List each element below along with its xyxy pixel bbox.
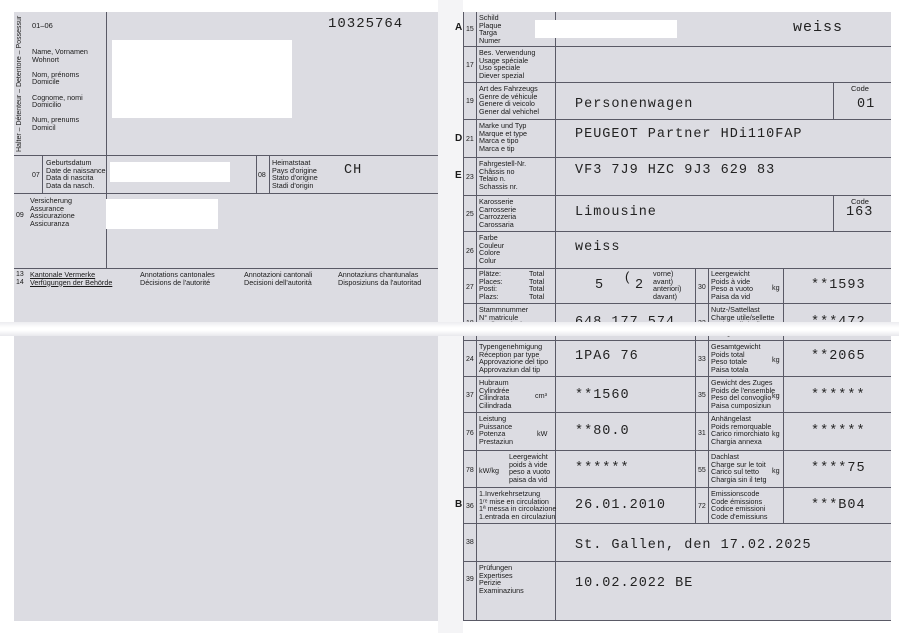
cantonal-notes-fr: Annotations cantonales Décisions de l'autorité: [140, 270, 215, 287]
kg-unit: kg: [772, 355, 780, 364]
insurance-label: Versicherung Assurance Assicurazione Assicuranza: [30, 196, 75, 228]
plate-value: weiss: [793, 19, 844, 36]
field-36-number: 36: [466, 503, 474, 510]
column-divider: [783, 268, 784, 523]
row-divider: [14, 193, 438, 194]
field-15-number: 15: [466, 26, 474, 33]
field-30-number: 30: [698, 284, 706, 291]
roof-load-value: ****75: [811, 461, 866, 476]
seats-label: Plätze: Places: Posti: Plazs:: [479, 269, 503, 301]
code-box-divider: [833, 195, 834, 231]
column-divider: [476, 12, 477, 621]
field-78-number: 78: [466, 467, 474, 474]
plate-label: Schild Plaque Targa Numer: [479, 13, 502, 45]
make-type-label: Marke und Typ Marque et type Marca e tipo Marca e tip: [479, 121, 527, 153]
front-seats-value: 2: [635, 278, 645, 293]
power-weight-unit: kW/kg: [479, 466, 499, 475]
emission-code-label: Emissionscode Code émissions Codice emissioni Code d'emissiuns: [711, 489, 768, 521]
kw-unit: kW: [537, 429, 548, 438]
page-edge: [463, 12, 464, 621]
type-approval-value: 1PA6 76: [575, 349, 639, 364]
kg-unit: kg: [772, 429, 780, 438]
row-divider: [463, 487, 891, 488]
page-gutter: [438, 0, 463, 633]
row-divider: [463, 82, 891, 83]
home-country-label: Heimatstaat Pays d'origine Stato d'origine Stadi d'origin: [272, 158, 318, 190]
row-divider: [463, 412, 891, 413]
field-07-number: 07: [32, 172, 40, 179]
inspection-value: 10.02.2022 BE: [575, 576, 694, 591]
body-label: Karosserie Carrosserie Carrozzeria Carossaria: [479, 197, 517, 229]
field-72-number: 72: [698, 503, 706, 510]
field-76-number: 76: [466, 430, 474, 437]
row-divider: [14, 155, 438, 156]
holder-side-label: Halter – Détenteur – Detentore – Possessur: [16, 15, 23, 152]
birth-date-label: Geburtsdatum Date de naissance Data di nascita Data da nasch.: [46, 158, 106, 190]
kg-unit: kg: [772, 466, 780, 475]
total-weight-label: Gesamtgewicht Poids total Peso totale Paisa totala: [711, 342, 761, 374]
row-divider: [463, 620, 891, 621]
row-divider: [463, 376, 891, 377]
field-35-number: 35: [698, 392, 706, 399]
kg-unit: kg: [772, 391, 780, 400]
column-divider: [106, 12, 107, 268]
field-27-number: 27: [466, 284, 474, 291]
field-08-number: 08: [258, 172, 266, 179]
section-letter-e: E: [455, 170, 462, 181]
column-divider: [269, 155, 270, 193]
row-divider: [463, 268, 891, 269]
field-31-number: 31: [698, 430, 706, 437]
section-letter-b: B: [455, 499, 463, 510]
kg-unit: kg: [772, 283, 780, 292]
seats-total-label: Total Total Total Total: [529, 269, 545, 301]
field-23-number: 23: [466, 174, 474, 181]
row-divider: [463, 195, 891, 196]
power-weight-label: Leergewicht poids à vide peso a vuoto paisa da vid: [509, 452, 551, 484]
document-number: 10325764: [328, 16, 404, 32]
special-use-label: Bes. Verwendung Usage spéciale Uso speciale Diever spezial: [479, 48, 536, 80]
field-25-number: 25: [466, 211, 474, 218]
code-label: Code: [851, 84, 869, 93]
payload-label: Nutz-/Sattellast Charge utile/sellette: [711, 305, 775, 322]
field-24-number: 24: [466, 356, 474, 363]
master-number-label: Stammnummer N° matricule: [479, 305, 529, 322]
emission-code-value: ***B04: [811, 498, 866, 513]
vehicle-kind-value: Personenwagen: [575, 97, 694, 112]
chassis-value: VF3 7J9 HZC 9J3 629 83: [575, 163, 776, 178]
total-weight-value: **2065: [811, 349, 866, 364]
column-divider: [555, 12, 556, 621]
code-box-divider: [833, 82, 834, 119]
body-code: 163: [846, 205, 874, 220]
holder-name-redaction: [112, 40, 292, 118]
field-38-number: 38: [466, 539, 474, 546]
first-registration-value: 26.01.2010: [575, 498, 667, 513]
vehicle-kind-code: 01: [857, 97, 876, 112]
displacement-label: Hubraum Cylindrée Cilindrata Cilindrada: [479, 378, 512, 410]
column-divider: [695, 268, 696, 523]
color-label: Farbe Couleur Colore Colur: [479, 233, 505, 265]
left-page: [14, 12, 438, 621]
scan-fold-line: [0, 322, 899, 336]
field-26-number: 26: [466, 248, 474, 255]
train-weight-label: Gewicht des Zuges Poids de l'ensemble Peso del convoglio Paisa cumposiziun: [711, 378, 776, 410]
column-divider: [256, 155, 257, 193]
power-label: Leistung Puissance Potenza Prestaziun: [479, 414, 513, 446]
field-33-number: 33: [698, 356, 706, 363]
row-divider: [463, 523, 891, 524]
empty-weight-value: **1593: [811, 278, 866, 293]
row-divider: [14, 268, 438, 269]
train-weight-value: ******: [811, 388, 866, 403]
field-14-number: 14: [16, 279, 24, 286]
first-registration-label: 1.Inverkehrsetzung 1ʳᵉ mise en circulation 1ª messa in circolazione 1.entrada en circulaziun: [479, 489, 557, 521]
field-21-number: 21: [466, 136, 474, 143]
code-label: Code: [851, 197, 869, 206]
row-divider: [463, 46, 891, 47]
column-divider: [708, 268, 709, 523]
power-value: **80.0: [575, 424, 630, 439]
power-weight-value: ******: [575, 461, 630, 476]
cantonal-notes-de: Kantonale Vermerke Verfügungen der Behörde: [30, 270, 113, 287]
field-55-number: 55: [698, 467, 706, 474]
row-divider: [463, 340, 891, 341]
form-series: 01–06: [32, 21, 53, 30]
row-divider: [463, 231, 891, 232]
color-value: weiss: [575, 240, 621, 255]
make-type-value: PEUGEOT Partner HDi110FAP: [575, 127, 803, 142]
towing-weight-value: ******: [811, 424, 866, 439]
cm3-unit: cm³: [535, 391, 547, 400]
vehicle-kind-label: Art des Fahrzeugs Genre de véhicule Genere di veicolo Gener dal vehichel: [479, 84, 539, 116]
chassis-label: Fahrgestell-Nr. Châssis no Telaio n. Schassis nr.: [479, 159, 527, 191]
row-divider: [463, 561, 891, 562]
empty-weight-label: Leergewicht Poids à vide Peso a vuoto Paisa da vid: [711, 269, 753, 301]
type-approval-label: Typengenehmigung Réception par type Approvazione del tipo Approvaziun dal tip: [479, 342, 549, 374]
field-39-number: 39: [466, 576, 474, 583]
issue-place-date: St. Gallen, den 17.02.2025: [575, 538, 812, 553]
birth-date-redaction: [110, 162, 230, 182]
field-09-number: 09: [16, 212, 24, 219]
home-country-value: CH: [344, 163, 363, 178]
plate-redaction: [535, 20, 677, 38]
inspection-label: Prüfungen Expertises Perizie Examinaziuns: [479, 563, 524, 595]
field-13-number: 13: [16, 271, 24, 278]
field-17-number: 17: [466, 62, 474, 69]
displacement-value: **1560: [575, 388, 630, 403]
row-divider: [463, 119, 891, 120]
towing-weight-label: Anhängelast Poids remorquable Carico rimorchiato Chargia annexa: [711, 414, 772, 446]
field-19-number: 19: [466, 98, 474, 105]
cantonal-notes-rm: Annotaziuns chantunalas Disposiziuns da l'autoritad: [338, 270, 422, 287]
front-seats-label: vorne) avant) anteriori) davant): [653, 269, 682, 301]
column-divider: [42, 155, 43, 193]
row-divider: [463, 157, 891, 158]
right-page: A D E B 15 Schild Plaque Targa Numer weiss 17 Bes. Verwendung Usage spéciale Uso speciale Diever spezial 19 Art des Fahrzeugs Genre de véhicule Genere di veicolo Gener dal vehichel Personenwagen Code 01 21 Marke und Typ Marque et type Marca e tipo Marca e tip PEUGEOT Partner HDi110FAP 23 Fahrgestell-Nr. Châssis no Telaio n. Schassis nr. VF3 7J9 HZC 9J3 629 83 25 Karosserie Carrosserie Carrozzeria Carossaria Limousine Code 163 26 Farbe Couleur Colore Colur weiss 27 Plätze: Places: Posti: Plazs: Total Total Total Total 5 ( 2 vorne) avant) anteriori) davant) 30 Leergewicht Poids à vide Peso a vuoto Paisa da vid kg **1593 Stammnummer N° matricule Nutz-/Sattellast Charge utile/sellette 24 Typengenehmigung Réception par type Approvazione del tipo Approvaziun dal tip 1PA6 76 33 Gesamtgewicht Poids total Peso totale Paisa totala kg **2065 37 Hubraum Cylindrée Cilindrata Cilindrada cm³ **1560 35 Gewicht des Zuges Poids de l'ensemble Peso del convoglio Paisa cumposiziun kg ****** 76 Leistung Puissance Potenza Prestaziun kW **80.0 31 Anhängelast Poids remorquable Carico rimorchiato Chargia annexa kg ****** 78 kW/kg Leergewicht poids à vide peso a vuoto paisa da vid ****** 55 Dachlast Charge sur le toit Carico sul tetto Chargia sin il tetg kg ****75 36 1.Inverkehrsetzung 1ʳᵉ mise en circulation 1ª messa in circolazione 1.entrada en circulaziun 26.01.2010 72 Emissionscode Code émissions Codice emissioni Code d'emissiuns ***B04 38 St. Gallen, den 17.02.2025 39 Prüfungen Expertises Perizie Examinaziuns 10.02.2022 BE: [463, 12, 891, 621]
roof-load-label: Dachlast Charge sur le toit Carico sul tetto Chargia sin il tetg: [711, 452, 767, 484]
row-divider: [463, 303, 891, 304]
cantonal-notes-it: Annotazioni cantonali Decisioni dell'autorità: [244, 270, 313, 287]
insurance-redaction: [106, 199, 218, 229]
seats-value: 5: [595, 278, 605, 293]
section-letter-d: D: [455, 133, 463, 144]
field-37-number: 37: [466, 392, 474, 399]
holder-name-labels: Name, Vornamen Wohnort Nom, prénoms Domicile Cognome, nomi Domicilio Num, prenums Domicil: [32, 47, 88, 132]
body-value: Limousine: [575, 205, 657, 220]
row-divider: [463, 450, 891, 451]
section-letter-a: A: [455, 22, 463, 33]
